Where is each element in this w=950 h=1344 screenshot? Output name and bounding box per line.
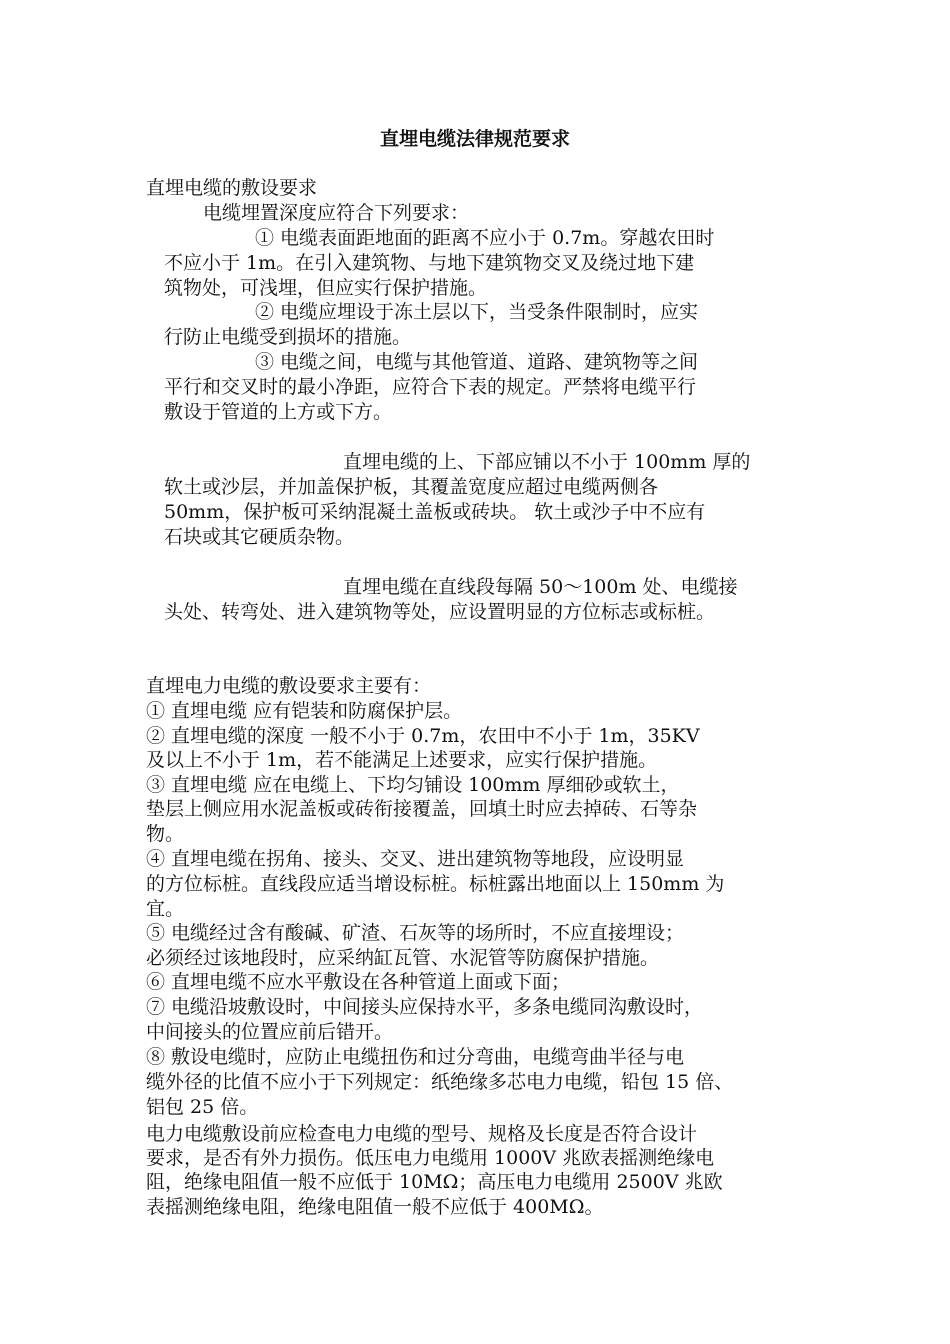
list-line: 表摇测绝缘电阻，绝缘电阻值一般不应低于 400MΩ。 <box>146 1196 604 1218</box>
item3-line2: 平行和交叉时的最小净距，应符合下表的规定。严禁将电缆平行 <box>164 376 697 398</box>
section1-heading: 直埋电缆的敷设要求 <box>146 177 318 199</box>
list-line: ① 直埋电缆 应有铠装和防腐保护层。 <box>146 700 463 722</box>
item2-line1: ② 电缆应埋设于冻土层以下，当受条件限制时，应实 <box>255 301 699 323</box>
item3-line3: 敷设于管道的上方或下方。 <box>164 401 393 423</box>
list-line: ⑧ 敷设电缆时，应防止电缆扭伤和过分弯曲，电缆弯曲半径与电 <box>146 1046 685 1068</box>
cover-para-line3: 50mm，保护板可采纳混凝土盖板或砖块。 软土或沙子中不应有 <box>164 501 706 523</box>
item1-line1: ① 电缆表面距地面的距离不应小于 0.7m。穿越农田时 <box>255 227 715 249</box>
document-title: 直埋电缆法律规范要求 <box>379 128 570 150</box>
list-line: ⑦ 电缆沿坡敷设时，中间接头应保持水平，多条电缆同沟敷设时， <box>146 996 704 1018</box>
list-line: 宜。 <box>146 898 185 920</box>
list-line: 必须经过该地段时，应采纳缸瓦管、水泥管等防腐保护措施。 <box>146 947 660 969</box>
list-line: 电力电缆敷设前应检查电力电缆的型号、规格及长度是否符合设计 <box>146 1123 698 1145</box>
cover-para-line2: 软土或沙层，并加盖保护板，其覆盖宽度应超过电缆两侧各 <box>164 476 659 498</box>
list-line: ⑤ 电缆经过含有酸碱、矿渣、石灰等的场所时，不应直接埋设； <box>146 922 685 944</box>
list-line: ④ 直埋电缆在拐角、接头、交叉、进出建筑物等地段，应设明显 <box>146 848 685 870</box>
item1-line2: 不应小于 1m。在引入建筑物、与地下建筑物交叉及绕过地下建 <box>164 252 695 274</box>
cover-para-line4: 石块或其它硬质杂物。 <box>164 526 355 548</box>
item1-line3: 筑物处，可浅埋，但应实行保护措施。 <box>164 277 488 299</box>
list-line: 阻，绝缘电阻值一般不应低于 10MΩ；高压电力电缆用 2500V 兆欧 <box>146 1171 723 1193</box>
marker-para-line1: 直埋电缆在直线段每隔 50～100m 处、电缆接 <box>343 576 738 598</box>
section1-intro: 电缆埋置深度应符合下列要求： <box>203 202 470 224</box>
marker-para-line2: 头处、转弯处、进入建筑物等处，应设置明显的方位标志或标桩。 <box>164 601 716 623</box>
list-line: 中间接头的位置应前后错开。 <box>146 1021 394 1043</box>
list-line: 铝包 25 倍。 <box>146 1096 259 1118</box>
list-line: 及以上不小于 1m，若不能满足上述要求，应实行保护措施。 <box>146 749 658 771</box>
cover-para-line1: 直埋电缆的上、下部应铺以不小于 100mm 厚的 <box>343 451 751 473</box>
item3-line1: ③ 电缆之间，电缆与其他管道、道路、建筑物等之间 <box>255 351 699 373</box>
list-line: 缆外径的比值不应小于下列规定：纸绝缘多芯电力电缆，铅包 15 倍、 <box>146 1071 734 1093</box>
list-line: 的方位标桩。直线段应适当增设标桩。标桩露出地面以上 150mm 为 <box>146 873 725 895</box>
item2-line2: 行防止电缆受到损坏的措施。 <box>164 326 412 348</box>
list-line: 垫层上侧应用水泥盖板或砖衔接覆盖，回填土时应去掉砖、石等杂 <box>146 798 698 820</box>
list-line: 物。 <box>146 823 185 845</box>
list-line: ③ 直埋电缆 应在电缆上、下均匀铺设 100mm 厚细砂或软土， <box>146 774 680 796</box>
list-line: ② 直埋电缆的深度 一般不小于 0.7m，农田中不小于 1m，35KV <box>146 725 700 747</box>
section2-heading: 直埋电力电缆的敷设要求主要有： <box>146 675 432 697</box>
list-line: ⑥ 直埋电缆不应水平敷设在各种管道上面或下面； <box>146 971 571 993</box>
list-line: 要求，是否有外力损伤。低压电力电缆用 1000V 兆欧表摇测绝缘电 <box>146 1147 715 1169</box>
